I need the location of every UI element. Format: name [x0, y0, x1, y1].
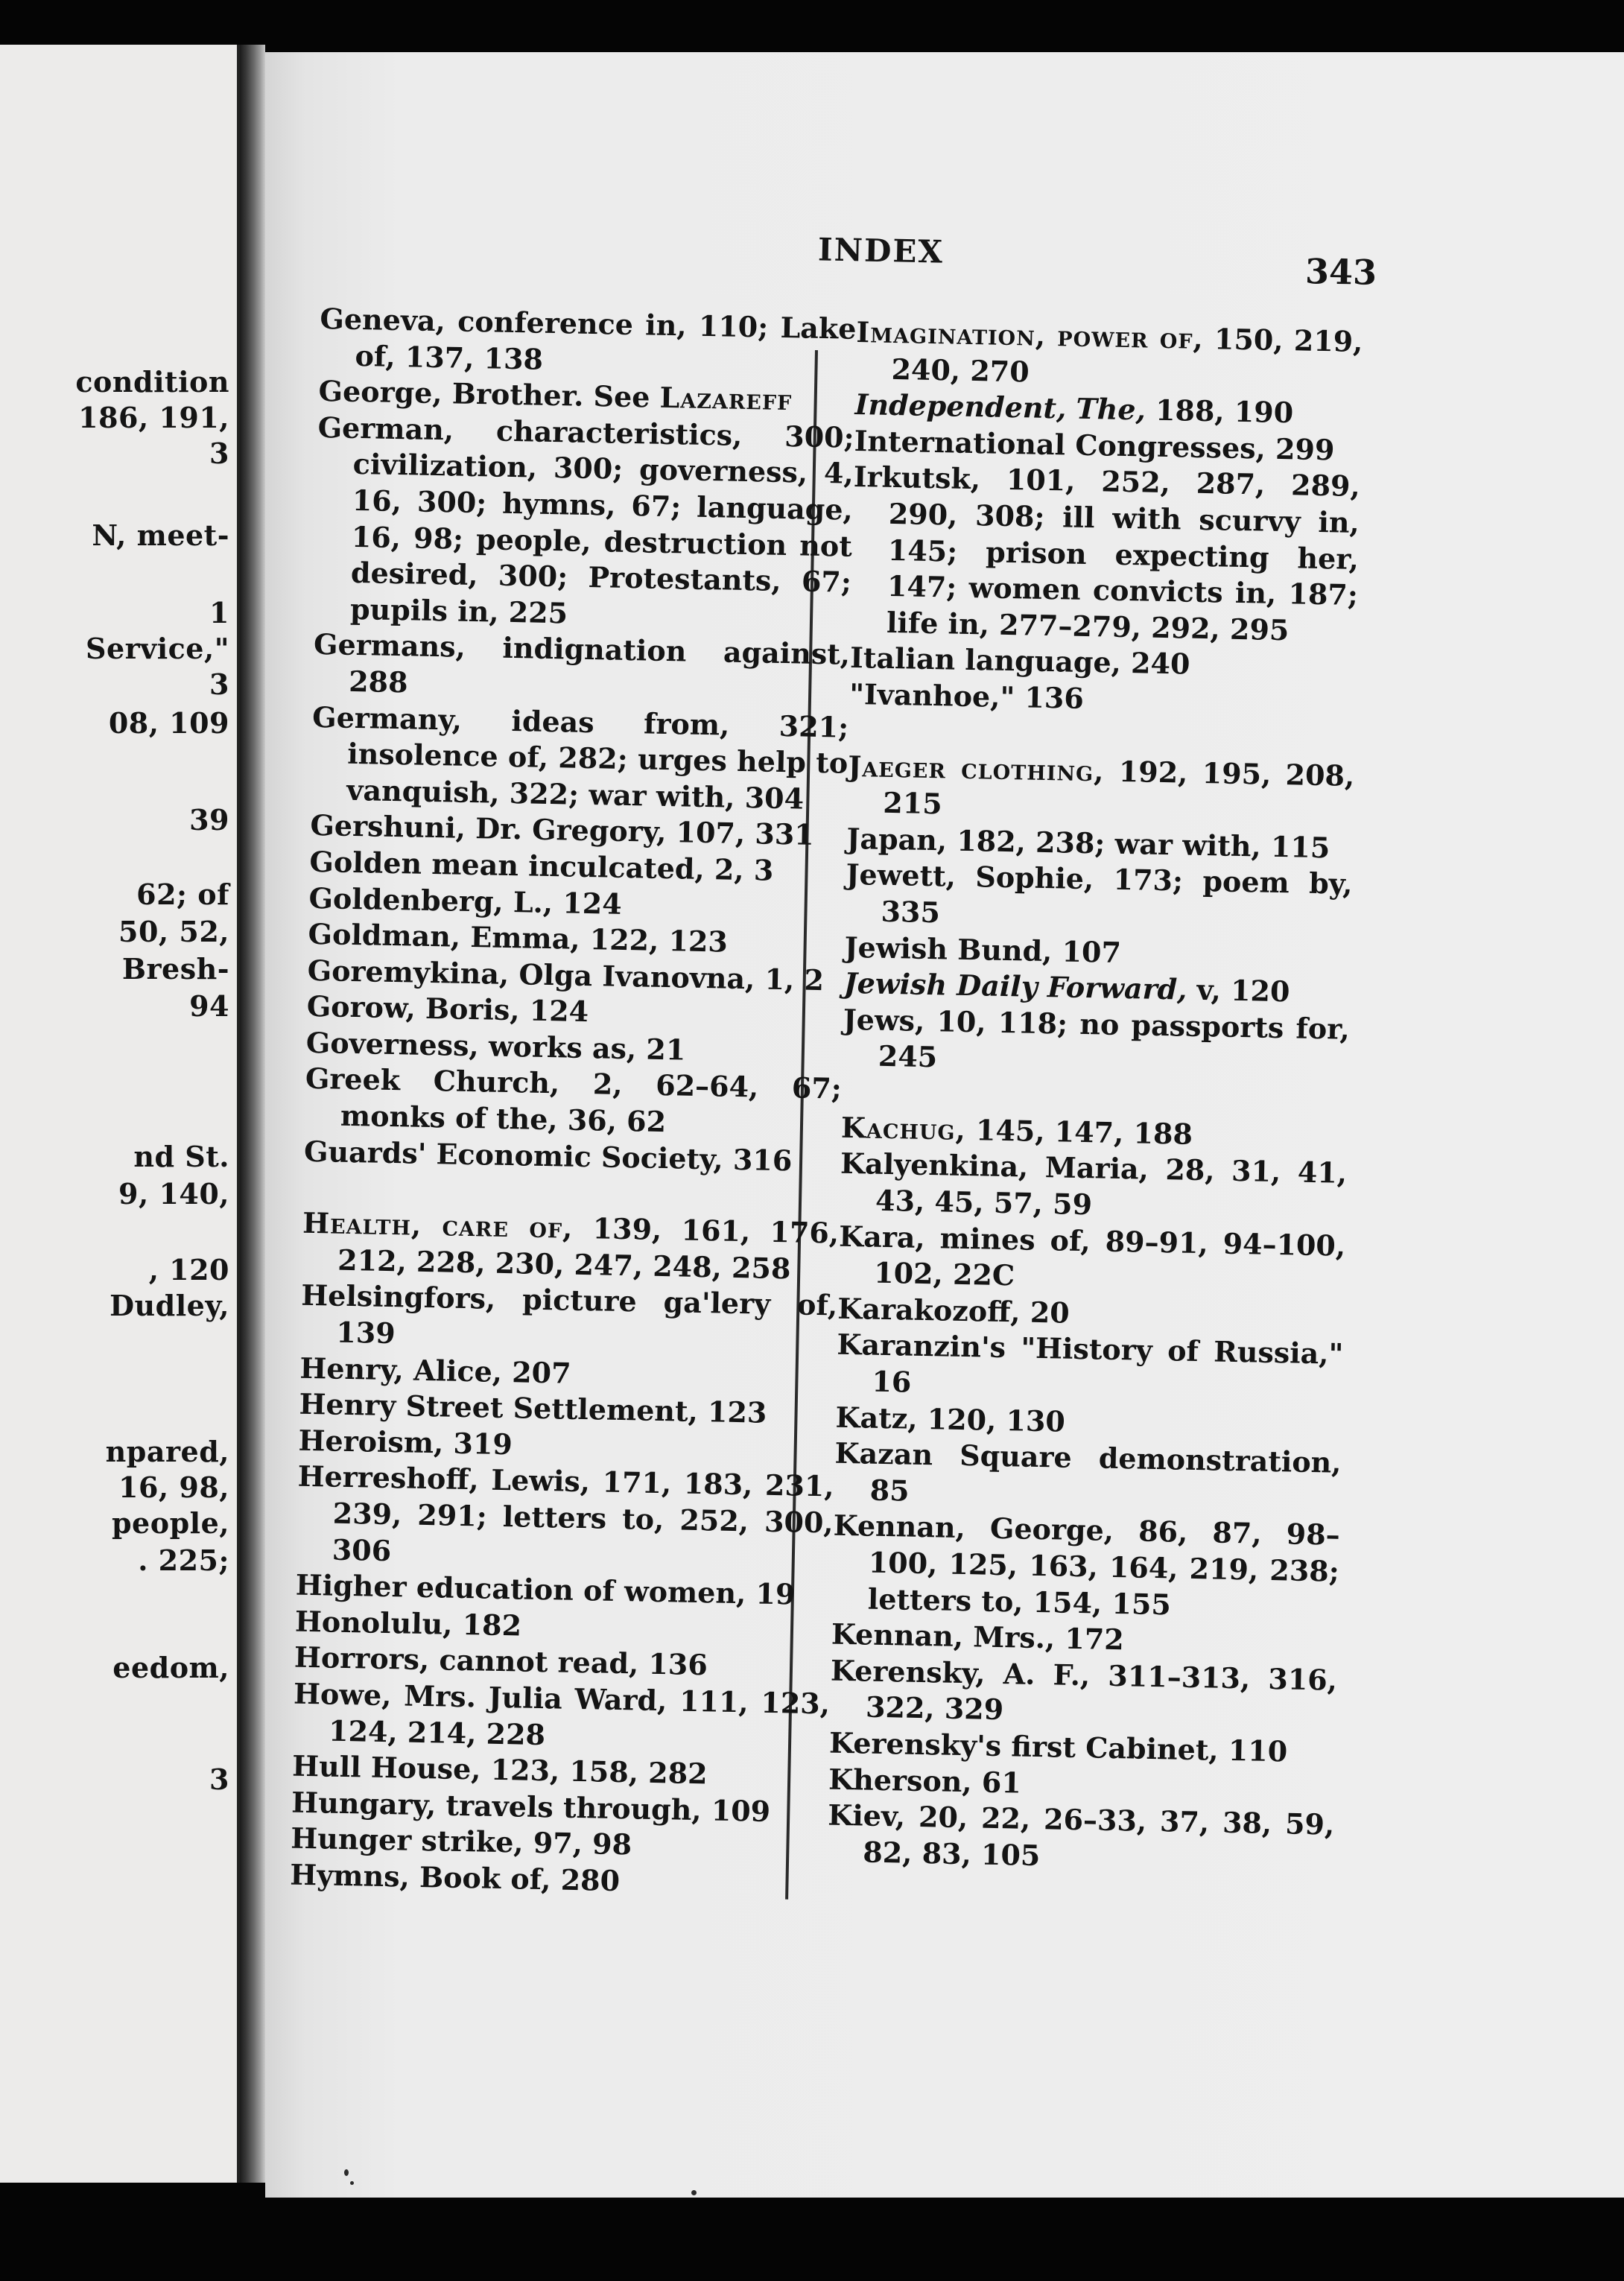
index-heading: Kiev, — [827, 1798, 906, 1833]
index-heading: Jews, — [843, 1002, 925, 1038]
index-entry — [834, 1435, 1342, 1517]
index-locators: picture ga'lery of, 139 — [335, 1282, 838, 1351]
index-entry — [842, 1002, 1350, 1084]
index-heading: Kalyenkina, — [840, 1146, 1029, 1184]
index-heading: Horrors, — [294, 1640, 430, 1677]
index-locators: 110 — [1218, 1733, 1288, 1768]
left-page-text-fragment: 62; of — [136, 878, 229, 911]
index-entry — [296, 1459, 834, 1578]
index-heading: Hull House, — [291, 1748, 481, 1786]
index-locators: 182 — [452, 1607, 522, 1643]
index-locators: mines of, 89–91, 94–100, 102, 22C — [873, 1220, 1346, 1292]
left-page-text-fragment: condition — [75, 365, 229, 399]
index-locators: 97, 98 — [523, 1825, 632, 1862]
index-heading: Karanzin's — [837, 1327, 1006, 1365]
index-locators: works as, 21 — [478, 1029, 686, 1067]
index-heading: Gorow, — [306, 989, 416, 1025]
index-heading: Jaeger clothing, — [847, 749, 1105, 788]
index-entry — [847, 748, 1355, 830]
index-heading: Goldman, — [308, 916, 461, 954]
index-locators: 192, 195, 208, 215 — [882, 754, 1355, 821]
index-locators: 123, 158, 282 — [480, 1752, 708, 1791]
left-page-text-fragment: 186, 191, — [78, 401, 229, 434]
left-page-text-fragment: 94 — [189, 989, 229, 1023]
index-entry — [302, 1205, 840, 1288]
index-heading: Jewish Bund, — [844, 930, 1053, 968]
index-locators: L., 124 — [503, 884, 623, 921]
index-locators: v, 120 — [1186, 972, 1290, 1009]
index-heading: Kherson, — [828, 1762, 973, 1798]
index-heading: Kerensky, — [830, 1653, 986, 1690]
index-locators: Lewis, 171, 183, 231, 239, 291; letters to, 252, 300, 306 — [332, 1462, 835, 1567]
index-locators: indignation against, 288 — [348, 630, 851, 699]
index-heading: Independent, The, — [854, 387, 1146, 427]
index-heading: Kazan Square — [834, 1435, 1073, 1475]
index-locators: 101, 252, 287, 289, 290, 308; ill with scurvy in, 145; prison expecting her, 147; women convicts in, 187; life in, 277–279, 292, 295 — [886, 462, 1361, 647]
running-head: INDEX — [817, 231, 945, 270]
index-locators: Sophie, 173; poem by, 335 — [881, 860, 1353, 930]
index-locators: Mrs. Julia Ward, 111, 123, 124, 214, 228 — [328, 1678, 831, 1751]
index-heading: Karakozoff, — [837, 1291, 1021, 1329]
index-locators: Boris, 124 — [415, 991, 589, 1029]
index-entry — [840, 1146, 1348, 1228]
left-page-fragment — [0, 45, 240, 2183]
index-locators: 188, 190 — [1145, 393, 1294, 430]
index-locators: 240 — [1120, 646, 1190, 682]
index-heading: Jewish Daily Forward, — [843, 965, 1187, 1006]
index-heading: Helsingfors, — [300, 1278, 496, 1316]
index-heading: Germans, — [313, 627, 466, 664]
index-heading: Kennan, — [831, 1617, 964, 1654]
page-number: 343 — [1304, 251, 1377, 293]
index-entry — [311, 699, 849, 818]
index-heading: Henry Street Settlement, — [299, 1386, 699, 1429]
index-heading: Katz, — [835, 1400, 919, 1435]
index-heading: Kennan, — [833, 1508, 966, 1545]
left-page-text-fragment: , 120 — [148, 1253, 229, 1287]
dust-speck — [691, 2190, 697, 2195]
index-locators: 120, 130 — [917, 1401, 1066, 1438]
index-locators: travels through, 109 — [435, 1788, 771, 1828]
left-page-text-fragment: people, — [111, 1506, 229, 1540]
index-locators: 299 — [1265, 431, 1335, 467]
index-locators: ideas from, 321; insolence of, 282; urges help to vanquish, 322; war with, 304 — [346, 702, 849, 816]
index-locators: characteristics, 300; civilization, 300; governess, 4, 16, 300; hymns, 67; language, 16, 98; people, destruction not desired, 300; Protestants, 67; pupils in, 225 — [349, 413, 855, 630]
index-entry — [855, 314, 1363, 396]
index-heading: Honolulu, — [294, 1604, 453, 1641]
left-page-text-fragment: 08, 109 — [108, 706, 229, 740]
left-page-text-fragment: 50, 52, — [118, 915, 229, 948]
left-page-text-fragment: 39 — [189, 803, 229, 837]
left-page-text-fragment: 1 — [209, 596, 229, 629]
left-page-text-fragment: npared, — [105, 1435, 229, 1468]
index-locators: cannot read, 136 — [428, 1643, 708, 1682]
index-locators: 139, 161, 176, 212, 228, 230, 247, 248, 258 — [337, 1211, 840, 1286]
index-heading: Governess, — [305, 1025, 480, 1063]
index-locators: 20 — [1020, 1295, 1070, 1330]
index-heading: Heroism, — [298, 1423, 444, 1460]
index-locators: 61 — [971, 1764, 1022, 1800]
left-page-text-fragment: . 225; — [138, 1544, 229, 1577]
index-heading: Hungary, — [291, 1785, 437, 1822]
index-heading: Italian language, — [849, 641, 1122, 680]
index-heading: Herreshoff, — [297, 1459, 480, 1497]
left-page-text-fragment: 3 — [209, 667, 229, 701]
index-heading: Henry, — [299, 1351, 405, 1387]
index-heading: Greek Church, — [305, 1062, 560, 1100]
left-page-text-fragment: Service," — [86, 632, 229, 665]
index-locators: Dr. Gregory, 107, 331 — [465, 811, 815, 852]
index-locators: A. F., 311–313, 316, 322, 329 — [865, 1656, 1338, 1727]
left-page-text-fragment: nd St. — [133, 1140, 229, 1173]
index-column-right — [827, 314, 1363, 1879]
index-heading: Golden mean — [309, 844, 519, 883]
index-heading: Hymns, — [290, 1857, 410, 1894]
index-entry — [851, 459, 1361, 650]
index-locators: Emma, 122, 123 — [460, 919, 729, 959]
index-heading: Health, care of, — [302, 1206, 574, 1245]
index-heading: Kachug, — [840, 1110, 967, 1146]
index-locators: inculcated, 2, 3 — [518, 848, 774, 887]
index-locators: George, 86, 87, 98–100, 125, 163, 164, 219, 238; letters to, 154, 155 — [867, 1511, 1341, 1622]
index-locators: 2, 62–64, 67; monks of the, 36, 62 — [340, 1066, 843, 1139]
index-locators: See — [583, 379, 661, 414]
index-locators: Maria, 28, 31, 41, 43, 45, 57, 59 — [875, 1150, 1348, 1222]
index-entry — [313, 626, 851, 709]
index-heading: Howe, — [293, 1676, 392, 1713]
index-locators: 182, 238; war with, 115 — [946, 823, 1330, 865]
index-locators: 145, 147, 188 — [965, 1112, 1193, 1151]
index-heading: Kara, — [838, 1219, 926, 1254]
index-locators: demonstration, 85 — [869, 1441, 1342, 1508]
dust-speck — [344, 2169, 349, 2176]
index-entry — [831, 1508, 1340, 1626]
index-entry — [319, 301, 857, 384]
index-locators: 107 — [1051, 933, 1122, 969]
index-locators: 150, 219, 240, 270 — [891, 321, 1363, 389]
index-heading: Higher education — [295, 1567, 574, 1608]
index-locators: 319 — [443, 1426, 513, 1462]
index-locators: Mrs., 172 — [962, 1619, 1125, 1657]
index-heading: Kerensky's first Cabinet, — [828, 1725, 1219, 1767]
dust-speck — [350, 2181, 354, 2185]
index-heading: Goldenberg, — [308, 881, 504, 919]
index-locators: Alice, 207 — [403, 1353, 571, 1390]
index-locators: "History of Russia," 16 — [872, 1330, 1344, 1399]
index-entry — [293, 1676, 831, 1759]
index-locators: Olga Ivanovna, 1, 2 — [508, 957, 825, 997]
index-heading: International Congresses, — [854, 423, 1266, 466]
left-page-text-fragment: Dudley, — [110, 1289, 229, 1322]
index-heading: Irkutsk, — [853, 460, 981, 496]
index-heading: Germany, — [311, 699, 463, 737]
index-heading: George, Brother. — [318, 374, 584, 413]
index-heading: Goremykina, — [307, 953, 510, 991]
left-page-text-fragment: 3 — [209, 437, 229, 470]
index-heading: German, — [317, 410, 454, 447]
index-entry — [300, 1278, 838, 1360]
index-entry — [838, 1218, 1346, 1300]
index-entry — [836, 1327, 1344, 1409]
index-cross-reference: Lazareff — [659, 380, 793, 417]
index-heading: Hunger strike, — [290, 1821, 524, 1859]
index-locators: 316 — [723, 1142, 793, 1178]
index-locators: 123 — [697, 1395, 767, 1430]
left-page-text-fragment: eedom, — [112, 1651, 229, 1684]
index-locators: of women, 19 — [573, 1573, 796, 1611]
index-locators: 136 — [1014, 680, 1085, 715]
left-page-text-fragment: 3 — [209, 1763, 229, 1796]
index-heading: "Ivanhoe," — [849, 676, 1015, 714]
left-page-text-fragment: 16, 98, — [118, 1471, 229, 1504]
book-gutter — [240, 45, 265, 2183]
index-entry — [827, 1798, 1335, 1879]
index-entry — [305, 1061, 843, 1143]
index-heading: Geneva, — [320, 301, 446, 338]
index-locators: 10, 118; no passports for, 245 — [878, 1003, 1351, 1074]
index-heading: Japan, — [846, 821, 948, 857]
index-entry — [314, 410, 854, 637]
index-entry — [830, 1652, 1338, 1734]
index-heading: Jewett, — [846, 857, 957, 893]
left-page-text-fragment: Bresh- — [121, 952, 229, 986]
left-page-text-fragment: 9, 140, — [118, 1177, 229, 1211]
index-heading: Gershuni, — [310, 808, 466, 846]
index-heading: Imagination, power of, — [856, 314, 1205, 355]
index-locators: conference in, 110; Lake of, 137, 138 — [355, 304, 857, 376]
index-column-left — [290, 301, 857, 1903]
index-entry — [845, 857, 1353, 939]
index-locators: Book of, 280 — [409, 1859, 621, 1898]
index-heading: Guards' Economic Society, — [303, 1134, 724, 1176]
index-locators: 20, 22, 26–33, 37, 38, 59, 82, 83, 105 — [862, 1799, 1335, 1872]
left-page-text-fragment: N, meet- — [92, 518, 229, 552]
